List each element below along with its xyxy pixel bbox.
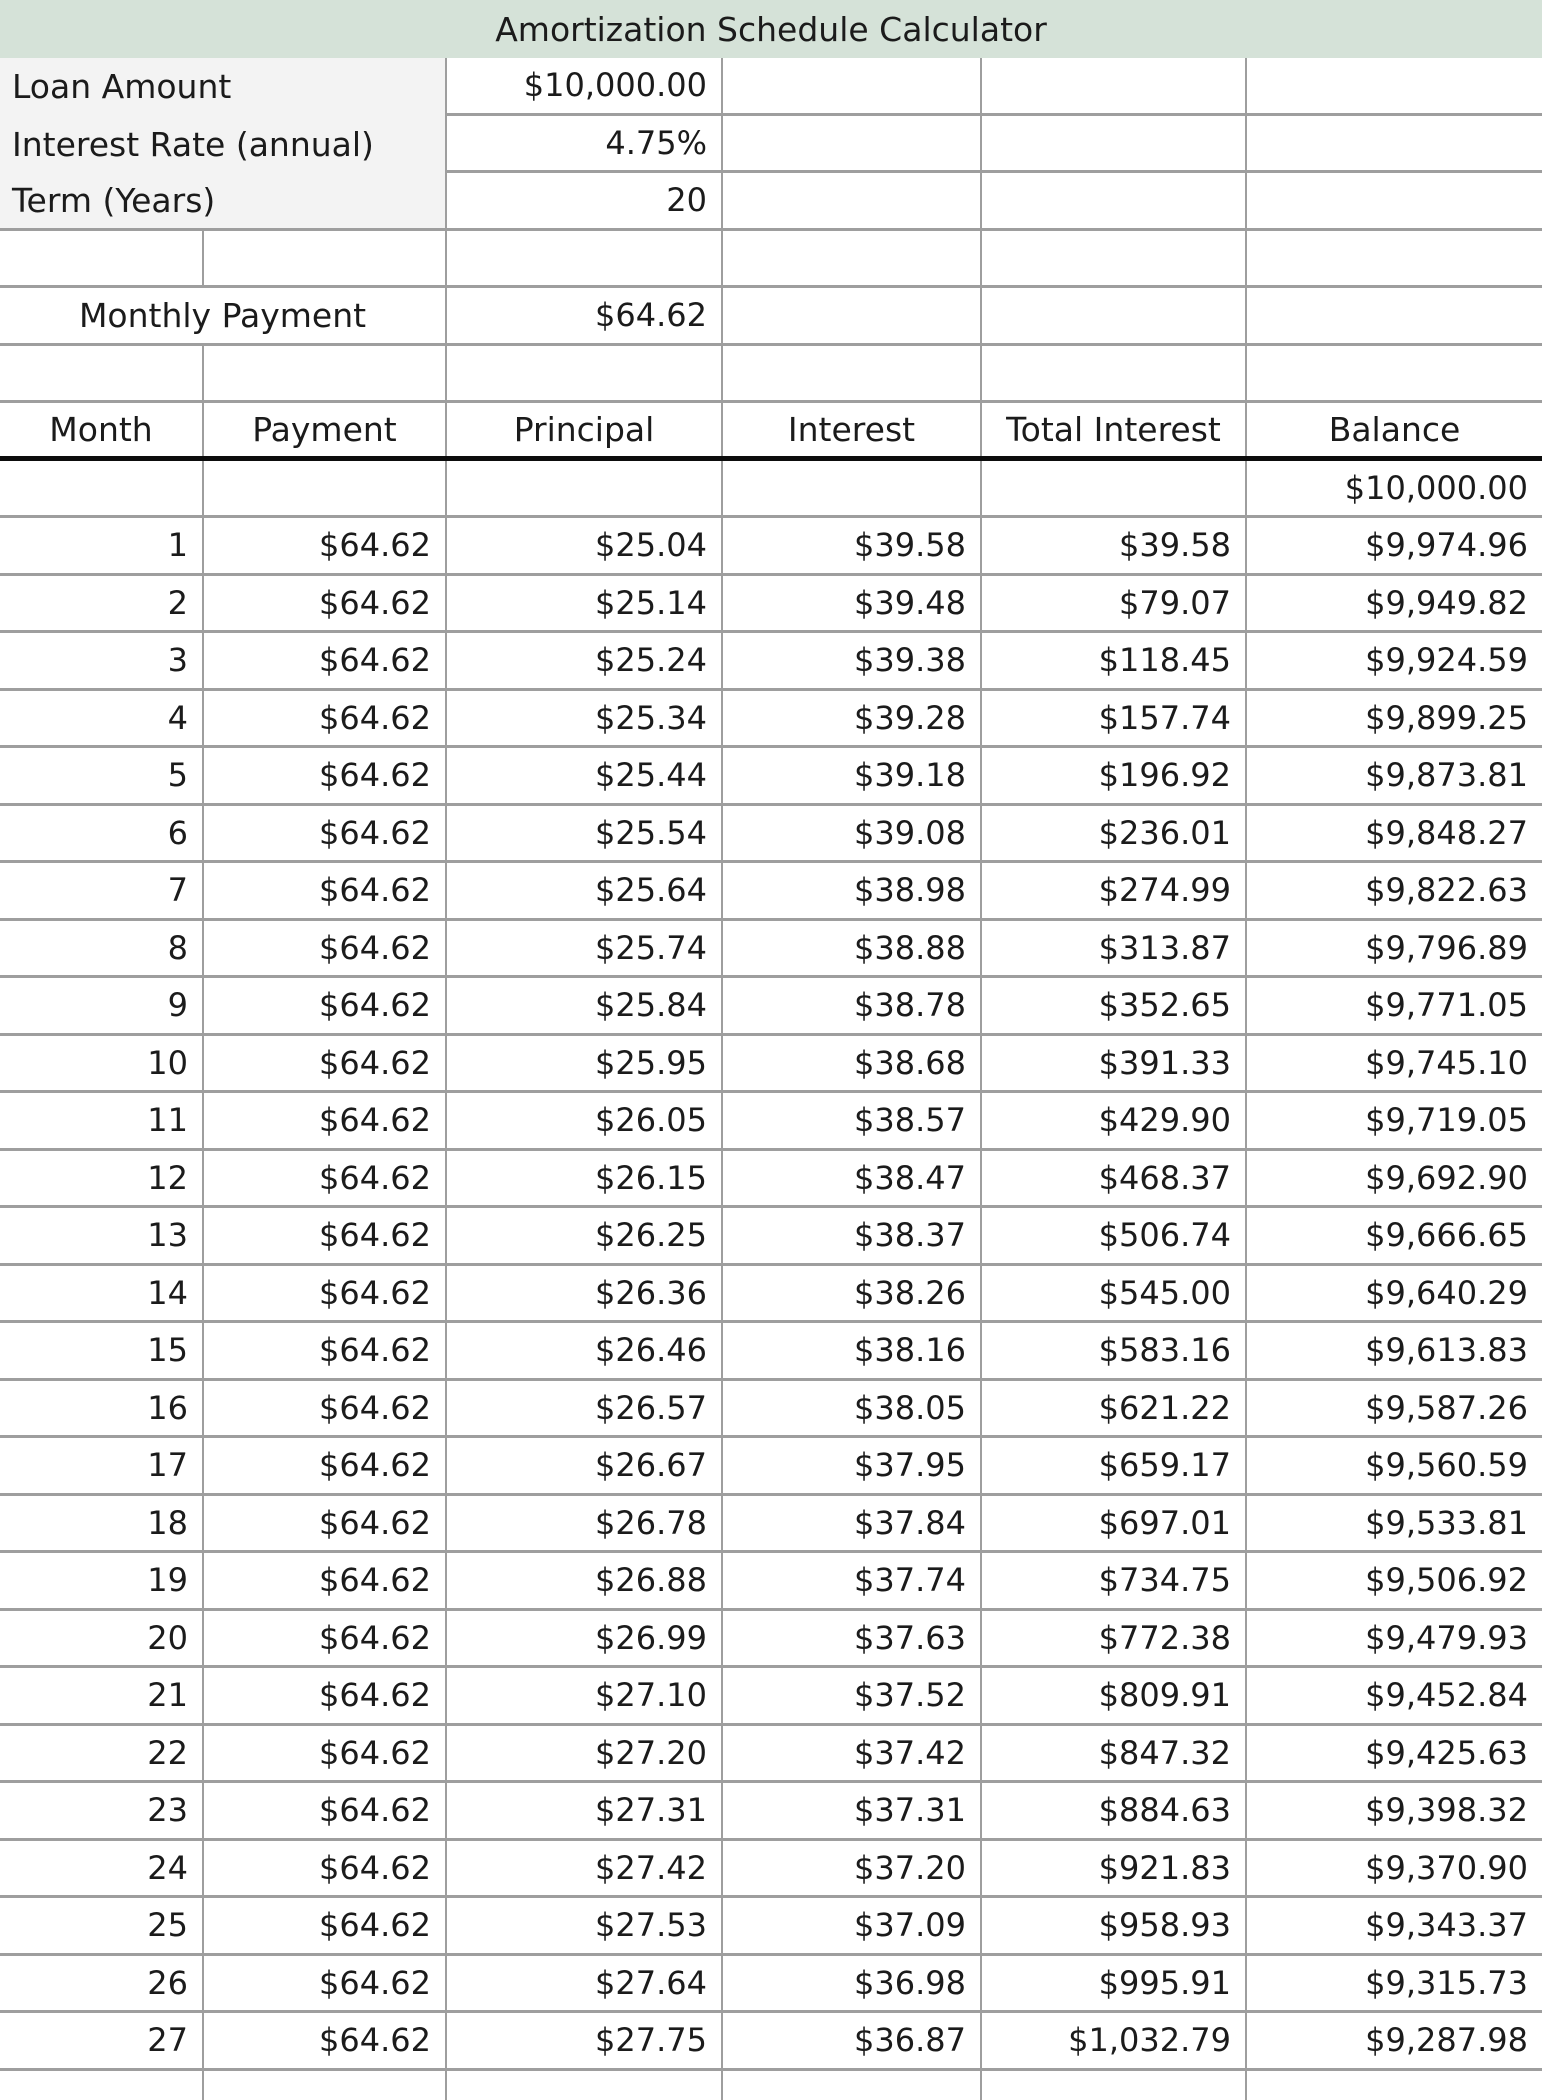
cell-interest: $37.09	[723, 1898, 982, 1953]
loan-amount-label: Loan Amount	[0, 58, 447, 116]
cell-total-interest: $958.93	[982, 1898, 1247, 1953]
cell-month: 23	[0, 1783, 204, 1838]
empty-cell	[1247, 346, 1542, 404]
cell-month	[0, 2071, 204, 2100]
cell-total-interest: $79.07	[982, 576, 1247, 631]
schedule-row	[0, 1726, 1542, 1784]
cell-interest: $37.63	[723, 1611, 982, 1666]
cell-payment: $64.62	[204, 1381, 447, 1436]
cell-payment	[204, 2071, 447, 2100]
schedule-row	[0, 1208, 1542, 1266]
cell-principal	[447, 461, 723, 516]
empty-cell	[1247, 173, 1542, 231]
cell-payment: $64.62	[204, 1208, 447, 1263]
cell-balance: $9,640.29	[1365, 1273, 1528, 1312]
cell-principal: $25.54	[447, 806, 723, 861]
input-row-interest-rate	[0, 116, 1542, 174]
cell-month: 2	[0, 576, 204, 631]
cell-principal: $26.05	[447, 1093, 723, 1148]
cell-payment: $64.62	[204, 1668, 447, 1723]
cell-interest: $38.37	[723, 1208, 982, 1263]
cell-balance: $9,506.92	[1365, 1561, 1528, 1600]
empty-cell	[723, 231, 982, 289]
cell-month: 21	[0, 1668, 204, 1723]
schedule-row	[0, 806, 1542, 864]
cell-interest: $38.47	[723, 1151, 982, 1206]
cell-month: 4	[0, 691, 204, 746]
cell-payment: $64.62	[204, 1956, 447, 2011]
cell-principal	[447, 2071, 723, 2100]
cell-interest: $39.38	[723, 633, 982, 688]
cell-total-interest	[982, 2071, 1247, 2100]
cell-total-interest: $847.32	[982, 1726, 1247, 1781]
cell-balance: $9,974.96	[1365, 526, 1528, 565]
cell-interest: $39.08	[723, 806, 982, 861]
empty-cell	[723, 346, 982, 404]
loan-amount-input[interactable]: $10,000.00	[447, 58, 723, 116]
empty-cell	[723, 173, 982, 231]
empty-cell	[982, 288, 1247, 346]
cell-total-interest: $391.33	[982, 1036, 1247, 1091]
cell-total-interest: $39.58	[982, 518, 1247, 573]
cell-payment: $64.62	[204, 1438, 447, 1493]
cell-total-interest: $697.01	[982, 1496, 1247, 1551]
cell-principal: $25.84	[447, 978, 723, 1033]
monthly-payment-row	[0, 288, 1542, 346]
cell-principal: $27.10	[447, 1668, 723, 1723]
schedule-row	[0, 1898, 1542, 1956]
cell-total-interest: $772.38	[982, 1611, 1247, 1666]
cell-month: 26	[0, 1956, 204, 2011]
schedule-row	[0, 1323, 1542, 1381]
cell-interest: $37.20	[723, 1841, 982, 1896]
term-input[interactable]: 20	[447, 173, 723, 231]
cell-interest: $39.48	[723, 576, 982, 631]
schedule-header-row	[0, 403, 1542, 461]
term-label: Term (Years)	[0, 173, 447, 231]
cell-principal: $27.20	[447, 1726, 723, 1781]
cell-balance: $9,479.93	[1365, 1618, 1528, 1657]
cell-month: 9	[0, 978, 204, 1033]
cell-total-interest: $274.99	[982, 863, 1247, 918]
cell-principal: $26.99	[447, 1611, 723, 1666]
cell-principal: $25.74	[447, 921, 723, 976]
header-payment: Payment	[204, 403, 447, 456]
cell-total-interest: $734.75	[982, 1553, 1247, 1608]
schedule-row	[0, 1093, 1542, 1151]
cell-month: 7	[0, 863, 204, 918]
schedule-body	[0, 461, 1542, 2100]
cell-principal: $27.42	[447, 1841, 723, 1896]
schedule-row	[0, 1783, 1542, 1841]
schedule-row	[0, 1611, 1542, 1669]
empty-cell	[1247, 288, 1542, 346]
header-month: Month	[0, 403, 204, 456]
cell-total-interest: $809.91	[982, 1668, 1247, 1723]
input-row-loan-amount	[0, 58, 1542, 116]
cell-interest: $38.05	[723, 1381, 982, 1436]
cell-total-interest	[982, 461, 1247, 516]
empty-cell	[982, 58, 1247, 116]
cell-principal: $26.36	[447, 1266, 723, 1321]
empty-cell	[447, 346, 723, 404]
partial-empty-row	[0, 2071, 1542, 2100]
cell-balance: $9,745.10	[1365, 1043, 1528, 1082]
cell-total-interest: $118.45	[982, 633, 1247, 688]
page-title: Amortization Schedule Calculator	[0, 0, 1542, 58]
cell-payment: $64.62	[204, 1898, 447, 1953]
cell-interest: $39.18	[723, 748, 982, 803]
schedule-row	[0, 1151, 1542, 1209]
cell-payment: $64.62	[204, 518, 447, 573]
cell-balance: $9,587.26	[1365, 1388, 1528, 1427]
schedule-row	[0, 2013, 1542, 2071]
cell-month: 11	[0, 1093, 204, 1148]
empty-cell	[0, 346, 204, 404]
schedule-row	[0, 518, 1542, 576]
header-principal: Principal	[447, 403, 723, 456]
cell-payment: $64.62	[204, 633, 447, 688]
cell-total-interest: $468.37	[982, 1151, 1247, 1206]
cell-balance: $9,899.25	[1365, 698, 1528, 737]
cell-payment: $64.62	[204, 691, 447, 746]
cell-payment: $64.62	[204, 1496, 447, 1551]
cell-month: 8	[0, 921, 204, 976]
cell-payment: $64.62	[204, 748, 447, 803]
cell-interest: $38.16	[723, 1323, 982, 1378]
cell-balance: $9,533.81	[1365, 1503, 1528, 1542]
cell-interest: $37.42	[723, 1726, 982, 1781]
cell-balance: $9,343.37	[1365, 1906, 1528, 1945]
interest-rate-input[interactable]: 4.75%	[447, 116, 723, 174]
cell-interest: $39.28	[723, 691, 982, 746]
cell-interest: $37.84	[723, 1496, 982, 1551]
cell-balance: $9,949.82	[1365, 583, 1528, 622]
cell-principal: $25.34	[447, 691, 723, 746]
cell-interest	[723, 2071, 982, 2100]
schedule-row	[0, 978, 1542, 1036]
cell-total-interest: $196.92	[982, 748, 1247, 803]
schedule-row	[0, 1438, 1542, 1496]
cell-payment: $64.62	[204, 576, 447, 631]
cell-balance: $9,425.63	[1365, 1733, 1528, 1772]
schedule-row	[0, 863, 1542, 921]
cell-interest: $38.98	[723, 863, 982, 918]
cell-principal: $26.67	[447, 1438, 723, 1493]
cell-month: 18	[0, 1496, 204, 1551]
cell-total-interest: $995.91	[982, 1956, 1247, 2011]
cell-total-interest: $1,032.79	[982, 2013, 1247, 2068]
empty-cell	[723, 58, 982, 116]
cell-total-interest: $429.90	[982, 1093, 1247, 1148]
empty-cell	[723, 116, 982, 174]
cell-month	[0, 461, 204, 516]
schedule-row	[0, 1841, 1542, 1899]
cell-month: 27	[0, 2013, 204, 2068]
cell-balance: $9,822.63	[1365, 871, 1528, 910]
cell-payment: $64.62	[204, 863, 447, 918]
cell-payment: $64.62	[204, 1611, 447, 1666]
cell-principal: $27.75	[447, 2013, 723, 2068]
cell-month: 17	[0, 1438, 204, 1493]
cell-payment	[204, 461, 447, 516]
cell-payment: $64.62	[204, 2013, 447, 2068]
cell-principal: $25.95	[447, 1036, 723, 1091]
cell-payment: $64.62	[204, 1036, 447, 1091]
cell-balance: $9,560.59	[1365, 1446, 1528, 1485]
cell-interest: $38.78	[723, 978, 982, 1033]
cell-month: 6	[0, 806, 204, 861]
cell-interest: $38.88	[723, 921, 982, 976]
header-interest: Interest	[723, 403, 982, 456]
cell-month: 16	[0, 1381, 204, 1436]
empty-cell	[0, 231, 204, 289]
cell-payment: $64.62	[204, 978, 447, 1033]
cell-principal: $25.44	[447, 748, 723, 803]
empty-cell	[1247, 58, 1542, 116]
cell-month: 10	[0, 1036, 204, 1091]
cell-principal: $27.53	[447, 1898, 723, 1953]
cell-principal: $26.78	[447, 1496, 723, 1551]
cell-payment: $64.62	[204, 921, 447, 976]
cell-balance: $9,771.05	[1365, 986, 1528, 1025]
title-row	[0, 0, 1542, 58]
cell-month: 22	[0, 1726, 204, 1781]
cell-total-interest: $583.16	[982, 1323, 1247, 1378]
cell-payment: $64.62	[204, 1783, 447, 1838]
cell-principal: $27.64	[447, 1956, 723, 2011]
cell-month: 19	[0, 1553, 204, 1608]
cell-interest: $38.57	[723, 1093, 982, 1148]
cell-principal: $26.57	[447, 1381, 723, 1436]
cell-month: 24	[0, 1841, 204, 1896]
empty-cell	[982, 231, 1247, 289]
empty-cell	[982, 173, 1247, 231]
cell-balance: $10,000.00	[1344, 468, 1528, 507]
cell-balance: $9,452.84	[1365, 1676, 1528, 1715]
schedule-row	[0, 1381, 1542, 1439]
spacer-row	[0, 231, 1542, 289]
cell-interest: $38.26	[723, 1266, 982, 1321]
cell-total-interest: $545.00	[982, 1266, 1247, 1321]
cell-principal: $25.24	[447, 633, 723, 688]
cell-interest: $38.68	[723, 1036, 982, 1091]
cell-total-interest: $884.63	[982, 1783, 1247, 1838]
cell-interest: $37.95	[723, 1438, 982, 1493]
cell-interest: $36.98	[723, 1956, 982, 2011]
spacer-row	[0, 346, 1542, 404]
cell-month: 5	[0, 748, 204, 803]
cell-balance: $9,796.89	[1365, 928, 1528, 967]
cell-payment: $64.62	[204, 1553, 447, 1608]
schedule-row	[0, 633, 1542, 691]
header-total-interest: Total Interest	[982, 403, 1247, 456]
cell-principal: $25.04	[447, 518, 723, 573]
cell-interest: $37.52	[723, 1668, 982, 1723]
empty-cell	[723, 288, 982, 346]
cell-interest: $36.87	[723, 2013, 982, 2068]
empty-cell	[204, 346, 447, 404]
cell-payment: $64.62	[204, 1093, 447, 1148]
empty-cell	[982, 116, 1247, 174]
cell-total-interest: $236.01	[982, 806, 1247, 861]
header-balance: Balance	[1328, 409, 1461, 449]
empty-cell	[447, 231, 723, 289]
cell-principal: $26.46	[447, 1323, 723, 1378]
input-row-term	[0, 173, 1542, 231]
cell-total-interest: $157.74	[982, 691, 1247, 746]
cell-balance: $9,848.27	[1365, 813, 1528, 852]
schedule-row	[0, 1266, 1542, 1324]
schedule-row	[0, 691, 1542, 749]
schedule-row	[0, 748, 1542, 806]
interest-rate-label: Interest Rate (annual)	[0, 116, 447, 174]
cell-balance: $9,924.59	[1365, 641, 1528, 680]
schedule-row	[0, 576, 1542, 634]
monthly-payment-label: Monthly Payment	[0, 288, 447, 346]
cell-month: 3	[0, 633, 204, 688]
cell-month: 12	[0, 1151, 204, 1206]
cell-payment: $64.62	[204, 1841, 447, 1896]
cell-balance: $9,370.90	[1365, 1848, 1528, 1887]
cell-principal: $26.25	[447, 1208, 723, 1263]
cell-balance: $9,613.83	[1365, 1331, 1528, 1370]
cell-balance: $9,315.73	[1365, 1963, 1528, 2002]
monthly-payment-value: $64.62	[447, 288, 723, 346]
cell-principal: $26.88	[447, 1553, 723, 1608]
cell-total-interest: $313.87	[982, 921, 1247, 976]
cell-payment: $64.62	[204, 1151, 447, 1206]
cell-principal: $26.15	[447, 1151, 723, 1206]
cell-payment: $64.62	[204, 1323, 447, 1378]
cell-principal: $25.14	[447, 576, 723, 631]
cell-payment: $64.62	[204, 806, 447, 861]
cell-month: 1	[0, 518, 204, 573]
schedule-row	[0, 921, 1542, 979]
cell-payment: $64.62	[204, 1266, 447, 1321]
empty-cell	[982, 346, 1247, 404]
cell-interest: $39.58	[723, 518, 982, 573]
cell-balance	[1247, 2071, 1542, 2100]
cell-balance: $9,398.32	[1365, 1791, 1528, 1830]
cell-balance: $9,287.98	[1365, 2021, 1528, 2060]
schedule-row	[0, 1496, 1542, 1554]
cell-balance: $9,692.90	[1365, 1158, 1528, 1197]
cell-balance: $9,873.81	[1365, 756, 1528, 795]
cell-month: 14	[0, 1266, 204, 1321]
cell-month: 20	[0, 1611, 204, 1666]
cell-payment: $64.62	[204, 1726, 447, 1781]
empty-cell	[1247, 116, 1542, 174]
cell-total-interest: $659.17	[982, 1438, 1247, 1493]
cell-total-interest: $352.65	[982, 978, 1247, 1033]
cell-balance: $9,666.65	[1365, 1216, 1528, 1255]
schedule-row	[0, 1553, 1542, 1611]
cell-balance: $9,719.05	[1365, 1101, 1528, 1140]
schedule-row	[0, 1668, 1542, 1726]
schedule-row	[0, 1956, 1542, 2014]
cell-month: 15	[0, 1323, 204, 1378]
cell-total-interest: $621.22	[982, 1381, 1247, 1436]
cell-total-interest: $506.74	[982, 1208, 1247, 1263]
schedule-row	[0, 1036, 1542, 1094]
cell-interest: $37.74	[723, 1553, 982, 1608]
empty-cell	[204, 231, 447, 289]
cell-total-interest: $921.83	[982, 1841, 1247, 1896]
initial-balance-row	[0, 461, 1542, 519]
cell-principal: $27.31	[447, 1783, 723, 1838]
cell-month: 13	[0, 1208, 204, 1263]
cell-month: 25	[0, 1898, 204, 1953]
cell-principal: $25.64	[447, 863, 723, 918]
cell-interest: $37.31	[723, 1783, 982, 1838]
empty-cell	[1247, 231, 1542, 289]
cell-interest	[723, 461, 982, 516]
